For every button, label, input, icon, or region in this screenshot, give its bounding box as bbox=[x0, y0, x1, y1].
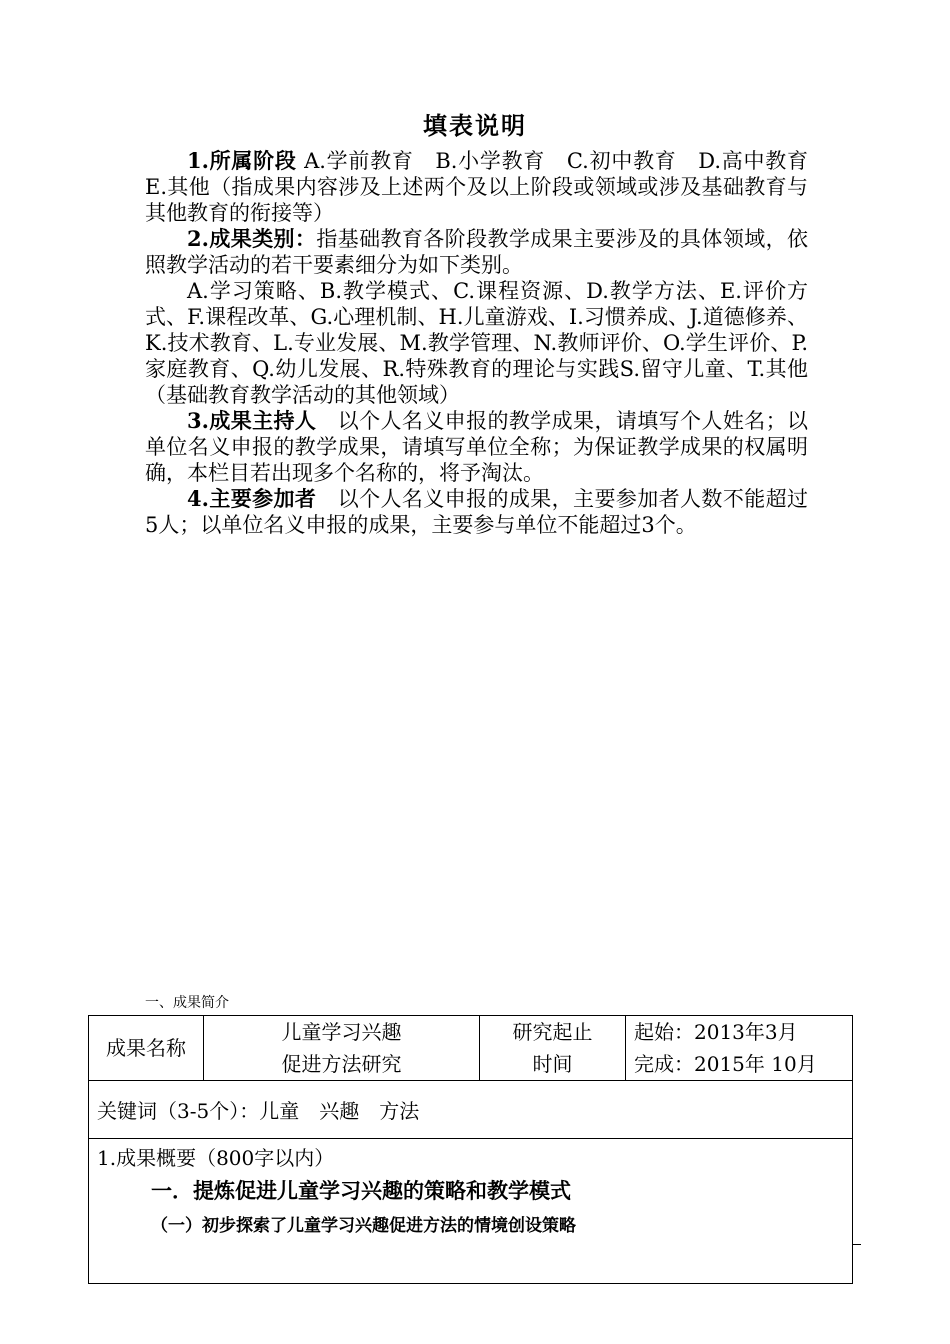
item-heading: 成果类别： bbox=[208, 226, 317, 251]
item-text: 以个人名义申报的教学成果，请填写个人姓名；以单位名义申报的教学成果，请填写单位全称；为保证教学成果的权属明确，本栏目若出现多个名称的，将予淘汰。 bbox=[145, 409, 809, 485]
name-label-cell bbox=[89, 1016, 204, 1081]
item-heading: 所属阶段 bbox=[208, 148, 297, 173]
instruction-category-list bbox=[145, 278, 808, 408]
item-text: A.学前教育 B.小学教育 C.初中教育 D.高中教育 E.其他（指成果内容涉及上述两个及以上阶段或领域或涉及基础教育与其他教育的衔接等） bbox=[145, 149, 829, 225]
table-edge-mark bbox=[853, 1244, 861, 1245]
period-label-line-2: 时间 bbox=[532, 1052, 573, 1076]
item-text: 以个人名义申报的成果，主要参加者人数不能超过5人；以单位名义申报的成果，主要参与单位不能超过3个。 bbox=[145, 487, 809, 537]
item-number: 4. bbox=[187, 486, 209, 511]
summary-table bbox=[88, 1015, 853, 1284]
item-number: 3. bbox=[187, 408, 209, 433]
keywords-cell bbox=[89, 1081, 853, 1139]
keywords: 关键词（3-5个）：儿童 兴趣 方法 bbox=[97, 1099, 420, 1123]
period-label-cell bbox=[480, 1016, 626, 1081]
name-value-line-2: 促进方法研究 bbox=[281, 1052, 402, 1076]
name-value-line-1: 儿童学习兴趣 bbox=[281, 1020, 402, 1044]
period-label-line-1: 研究起止 bbox=[512, 1020, 593, 1044]
item-text: 指基础教育各阶段教学成果主要涉及的具体领域，依照教学活动的若干要素细分为如下类别。 bbox=[145, 227, 809, 277]
end-date: 完成：2015年 10月 bbox=[634, 1052, 817, 1076]
name-value-cell bbox=[204, 1016, 480, 1081]
summary-heading-2: （一）初步探索了儿童学习兴趣促进方法的情境创设策略 bbox=[151, 1216, 576, 1236]
period-value-cell bbox=[626, 1016, 853, 1081]
summary-label: 1.成果概要（800字以内） bbox=[97, 1146, 335, 1170]
instruction-item-1 bbox=[145, 148, 829, 226]
page-title: 填表说明 bbox=[423, 111, 527, 140]
start-date: 起始：2013年3月 bbox=[634, 1020, 798, 1044]
section-label: 一、成果简介 bbox=[145, 995, 229, 1011]
item-heading: 主要参加者 bbox=[208, 486, 317, 511]
item-heading: 成果主持人 bbox=[208, 408, 317, 433]
item-text: A.学习策略、B.教学模式、C.课程资源、D.教学方法、E.评价方式、F.课程改革、G.心理机制、H.儿童游戏、I.习惯养成、J.道德修养、K.技术教育、L.专业发展、M.教学管理、N.教师评价、O.学生评价、P.家庭教育、Q.幼儿发展、R.特殊教育的理论与实践S.留守儿童、T.其他（基础教育教学活动的其他领域） bbox=[145, 279, 808, 407]
instruction-item-2 bbox=[145, 226, 808, 278]
item-number: 2. bbox=[187, 226, 209, 251]
item-number: 1. bbox=[187, 148, 209, 173]
instructions bbox=[145, 148, 829, 538]
instruction-item-3 bbox=[145, 408, 808, 486]
summary-heading-1: 一．提炼促进儿童学习兴趣的策略和教学模式 bbox=[151, 1179, 571, 1203]
instruction-item-4 bbox=[145, 486, 808, 538]
name-label: 成果名称 bbox=[106, 1036, 186, 1060]
summary-cell bbox=[89, 1139, 853, 1284]
